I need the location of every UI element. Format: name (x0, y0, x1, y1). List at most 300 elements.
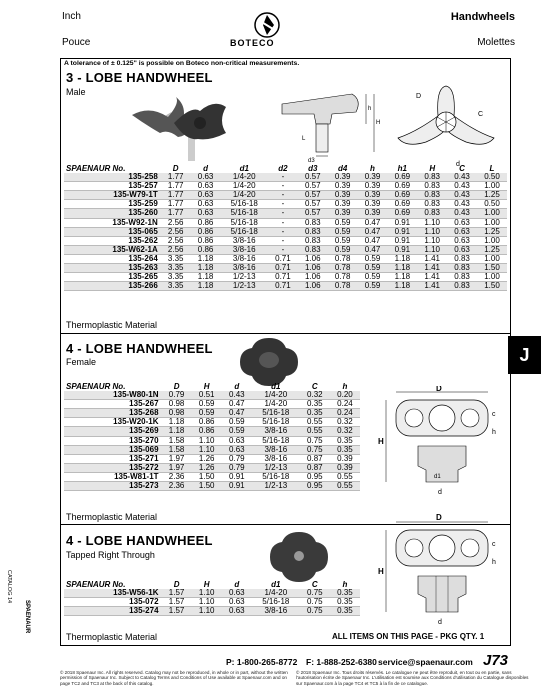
spec-cell: - (268, 227, 298, 236)
column-header: h (342, 382, 348, 391)
spec-cell: 0.39 (358, 173, 388, 182)
table-row (64, 482, 360, 491)
spec-cell: 0.78 (328, 254, 358, 263)
spec-cell: 2.56 (161, 227, 191, 236)
part-number-cell: 135-072 (64, 598, 162, 607)
spec-cell: 0.50 (477, 200, 507, 209)
spec-cell: 0.63 (447, 227, 477, 236)
column-header: d1 (239, 164, 249, 173)
spec-cell: 0.71 (268, 264, 298, 273)
svg-text:L: L (302, 136, 306, 142)
svg-text:H: H (376, 120, 381, 126)
svg-text:h: h (368, 106, 372, 112)
part-number-cell: 135-W56-1K (64, 589, 162, 598)
part-number-cell: 135-W20-1K (64, 418, 162, 427)
spec-cell: 1.77 (161, 209, 191, 218)
spaenaur-side-brand: SPAENAUR (24, 600, 30, 634)
svg-text:H: H (378, 567, 384, 576)
spec-cell: 0.47 (358, 218, 388, 227)
column-header: d1 (271, 580, 281, 589)
spec-cell: 1.18 (162, 418, 192, 427)
spec-cell: 1.00 (477, 218, 507, 227)
spec-cell: 0.69 (387, 209, 417, 218)
part-number-cell: 135-267 (64, 400, 162, 409)
male-spec-table (64, 165, 507, 291)
spec-cell: 3/8-16 (220, 254, 268, 263)
svg-text:d3: d3 (308, 158, 315, 164)
spec-cell: 0.83 (417, 209, 447, 218)
spec-cell: 0.59 (328, 236, 358, 245)
spec-cell: 0.32 (330, 427, 360, 436)
spec-cell: 0.39 (328, 173, 358, 182)
section-subtitle-tapped: Tapped Right Through (66, 550, 155, 560)
spec-cell: 1/4-20 (252, 400, 300, 409)
spec-cell: 1.18 (387, 254, 417, 263)
spec-cell: 1.18 (387, 273, 417, 282)
spec-cell: 1.10 (417, 227, 447, 236)
spec-cell: 0.55 (330, 472, 360, 481)
part-number-cell: 135-065 (64, 227, 161, 236)
spec-cell: 0.55 (300, 427, 330, 436)
spec-cell: 3.35 (161, 273, 191, 282)
spec-cell: 0.57 (298, 200, 328, 209)
spec-cell: 1.10 (417, 236, 447, 245)
spec-cell: 1.10 (417, 218, 447, 227)
spec-cell: 0.63 (191, 209, 221, 218)
spec-cell: 0.43 (447, 209, 477, 218)
spec-cell: 0.39 (358, 191, 388, 200)
spec-cell: 5/16-18 (252, 436, 300, 445)
spec-cell: 0.59 (328, 245, 358, 254)
spec-cell: 3/8-16 (252, 454, 300, 463)
spec-cell: 1.97 (162, 454, 192, 463)
spec-cell: 0.63 (191, 173, 221, 182)
spec-cell: 5/16-18 (252, 409, 300, 418)
catalog-label: CATALOG 14 (6, 570, 12, 604)
svg-text:d: d (438, 489, 442, 496)
spec-cell: 3.35 (161, 264, 191, 273)
part-number-cell: 135-264 (64, 254, 161, 263)
column-header: C (311, 382, 318, 391)
spec-cell: - (268, 245, 298, 254)
part-number-cell: 135-272 (64, 463, 162, 472)
spec-cell: 0.35 (300, 400, 330, 409)
part-number-cell: 135-263 (64, 264, 161, 273)
male-handwheel-side-drawing (272, 84, 382, 171)
spec-cell: 0.39 (328, 191, 358, 200)
part-number-cell: 135-W62-1A (64, 245, 161, 254)
spec-cell: 1/4-20 (220, 173, 268, 182)
svg-text:C: C (478, 111, 484, 118)
spec-cell: 0.59 (358, 273, 388, 282)
section-title-4-lobe-female: 4 - LOBE HANDWHEEL (66, 341, 213, 356)
column-header: d2 (278, 164, 288, 173)
spec-cell: 1.10 (192, 598, 222, 607)
spec-cell: 5/16-18 (220, 200, 268, 209)
spec-cell: 1.18 (191, 282, 221, 291)
material-note: Thermoplastic Material (66, 632, 158, 642)
spec-cell: 1.00 (477, 209, 507, 218)
spec-cell: 0.69 (387, 182, 417, 191)
spec-cell: 3/8-16 (220, 264, 268, 273)
spec-cell: 2.56 (161, 236, 191, 245)
spec-cell: 0.43 (447, 191, 477, 200)
spec-cell: 1.25 (477, 245, 507, 254)
spec-cell: 0.91 (387, 218, 417, 227)
spec-cell: 1.77 (161, 173, 191, 182)
spec-cell: 0.32 (330, 418, 360, 427)
section-tab-j[interactable]: J (508, 336, 541, 374)
column-header: h (370, 164, 375, 173)
spec-cell: 0.51 (192, 391, 222, 400)
svg-text:d: d (456, 161, 460, 168)
column-header: d1 (271, 382, 281, 391)
spec-cell: 3/8-16 (252, 427, 300, 436)
column-header: d (203, 164, 208, 173)
spec-cell: 0.20 (330, 391, 360, 400)
spec-cell: 0.83 (417, 200, 447, 209)
spec-cell: 0.83 (298, 245, 328, 254)
section-subtitle-female: Female (66, 357, 97, 367)
tapped-spec-table (64, 581, 360, 616)
spec-cell: 0.47 (358, 245, 388, 254)
spec-cell: 0.79 (162, 391, 192, 400)
spec-cell: 5/16-18 (220, 209, 268, 218)
spec-cell: 0.91 (222, 482, 252, 491)
spec-cell: 1.57 (162, 607, 192, 616)
spec-cell: 0.83 (298, 236, 328, 245)
boteco-wordmark: BOTECO (230, 38, 275, 48)
table-row (64, 227, 507, 236)
spec-cell: 5/16-18 (252, 418, 300, 427)
column-header: D (172, 164, 179, 173)
spec-cell: 0.47 (358, 236, 388, 245)
spec-cell: 0.35 (300, 409, 330, 418)
spec-cell: 1.18 (191, 254, 221, 263)
spec-cell: 0.63 (447, 218, 477, 227)
spec-cell: 0.83 (447, 264, 477, 273)
spec-cell: 2.36 (162, 482, 192, 491)
spec-cell: 0.63 (222, 607, 252, 616)
table-row (64, 436, 360, 445)
spec-cell: 0.39 (358, 182, 388, 191)
part-number-cell: 135-266 (64, 282, 161, 291)
spec-cell: 1.00 (477, 254, 507, 263)
section-subtitle-male: Male (66, 87, 86, 97)
spec-cell: 2.36 (162, 472, 192, 481)
section-title-3-lobe: 3 - LOBE HANDWHEEL (66, 70, 213, 85)
spec-cell: 0.39 (330, 463, 360, 472)
spec-cell: 0.59 (328, 227, 358, 236)
spec-cell: 1.50 (477, 264, 507, 273)
spec-cell: 0.86 (192, 427, 222, 436)
part-number-cell: 135-273 (64, 482, 162, 491)
part-number-cell: 135-259 (64, 200, 161, 209)
spec-cell: 0.83 (298, 227, 328, 236)
table-row (64, 445, 360, 454)
spec-cell: 0.91 (222, 472, 252, 481)
spec-cell: - (268, 182, 298, 191)
spec-cell: 1.41 (417, 282, 447, 291)
svg-text:D: D (436, 386, 442, 393)
spec-cell: 1.25 (477, 191, 507, 200)
column-header: H (203, 580, 210, 589)
unit-label: Inch (62, 11, 81, 22)
spec-cell: 1.18 (162, 427, 192, 436)
spec-cell: 1.06 (298, 264, 328, 273)
spec-cell: 2.56 (161, 218, 191, 227)
spec-cell: 1.10 (192, 445, 222, 454)
spec-cell: 1.10 (192, 589, 222, 598)
spec-cell: 1.57 (162, 598, 192, 607)
page-title-fr: Molettes (477, 37, 515, 48)
spec-cell: 1.18 (191, 264, 221, 273)
part-number-cell: 135-258 (64, 173, 161, 182)
column-header: L (489, 164, 495, 173)
spec-cell: 1.10 (192, 607, 222, 616)
spec-cell: 0.91 (387, 245, 417, 254)
spec-cell: 0.91 (387, 236, 417, 245)
svg-text:D: D (416, 93, 422, 100)
female-spec-table (64, 383, 360, 491)
spec-cell: 0.95 (300, 472, 330, 481)
spec-cell: 1/2-13 (252, 463, 300, 472)
spec-cell: 0.79 (222, 454, 252, 463)
spec-cell: 1.10 (417, 245, 447, 254)
spec-cell: 3.35 (161, 282, 191, 291)
spec-cell: 0.47 (222, 400, 252, 409)
part-number-cell: 135-271 (64, 454, 162, 463)
svg-text:H: H (378, 437, 384, 446)
male-handwheel-top-drawing (386, 76, 506, 177)
svg-text:h: h (492, 429, 496, 436)
part-number-cell: 135-069 (64, 445, 162, 454)
svg-text:c: c (492, 541, 496, 548)
spec-cell: 0.63 (222, 436, 252, 445)
tapped-handwheel-drawing (376, 514, 506, 631)
spec-cell: 0.75 (300, 607, 330, 616)
spec-cell: 0.39 (328, 182, 358, 191)
material-note: Thermoplastic Material (66, 512, 158, 522)
spec-cell: - (268, 200, 298, 209)
legal-text-en: © 2018 Spaenaur Inc. All rights reserved. Catalog may not be reproduced, in whole or in part, without the written permission of Spaenaur Inc. Subject to Catalog Terms and Conditions of Use available at Spaenaur.com and on page TC2 and TC3 at the back of this catalog. (60, 670, 288, 686)
spec-cell: 1.25 (477, 227, 507, 236)
column-header: d3 (308, 164, 318, 173)
svg-text:d1: d1 (434, 474, 441, 480)
spec-cell: 0.86 (192, 418, 222, 427)
svg-text:D: D (436, 514, 442, 522)
spec-cell: 0.63 (191, 200, 221, 209)
part-number-cell: 135-265 (64, 273, 161, 282)
unit-label-fr: Pouce (62, 37, 91, 48)
spec-cell: - (268, 191, 298, 200)
part-number-cell: 135-W80-1N (64, 391, 162, 400)
spec-cell: 0.43 (447, 182, 477, 191)
column-header: H (203, 382, 210, 391)
spec-cell: 1.41 (417, 264, 447, 273)
spec-cell: 0.57 (298, 191, 328, 200)
part-number-cell: 135-W81-1T (64, 472, 162, 481)
spec-cell: 5/16-18 (220, 218, 268, 227)
part-number-cell: 135-270 (64, 436, 162, 445)
section-title-4-lobe-tapped: 4 - LOBE HANDWHEEL (66, 533, 213, 548)
spec-cell: 0.71 (268, 282, 298, 291)
spec-cell: 0.79 (222, 463, 252, 472)
spec-cell: 1/4-20 (220, 182, 268, 191)
phone-number[interactable]: P: 1-800-265-8772 (226, 657, 298, 667)
column-header: D (173, 580, 180, 589)
spec-cell: 0.83 (447, 273, 477, 282)
spec-cell: 0.57 (298, 182, 328, 191)
spec-cell: 1.41 (417, 254, 447, 263)
spec-cell: 1.06 (298, 254, 328, 263)
spec-cell: 0.47 (222, 409, 252, 418)
spec-cell: 1/2-13 (220, 273, 268, 282)
spec-cell: 0.63 (447, 236, 477, 245)
column-header: SPAENAUR No. (66, 164, 126, 173)
spec-cell: 0.71 (268, 254, 298, 263)
spec-cell: 0.43 (447, 173, 477, 182)
part-number-cell: 135-262 (64, 236, 161, 245)
spec-cell: 0.83 (417, 191, 447, 200)
spec-cell: 0.35 (330, 445, 360, 454)
spec-cell: 0.39 (328, 209, 358, 218)
spec-cell: 2.56 (161, 245, 191, 254)
spec-cell: - (268, 218, 298, 227)
spec-cell: 0.43 (222, 391, 252, 400)
spec-cell: 0.63 (447, 245, 477, 254)
column-header: SPAENAUR No. (66, 382, 126, 391)
spec-cell: 0.69 (387, 191, 417, 200)
spec-cell: 0.75 (300, 445, 330, 454)
spec-cell: 5/16-18 (220, 227, 268, 236)
spec-cell: 0.91 (387, 227, 417, 236)
spec-cell: 0.69 (387, 173, 417, 182)
spec-cell: - (268, 209, 298, 218)
spec-cell: 1.97 (162, 463, 192, 472)
spec-cell: 1.00 (477, 182, 507, 191)
spec-cell: 3/8-16 (252, 445, 300, 454)
spec-cell: 1.50 (192, 482, 222, 491)
spec-cell: 1.77 (161, 200, 191, 209)
spec-cell: 1.18 (387, 282, 417, 291)
table-row (64, 218, 507, 227)
table-row (64, 427, 360, 436)
spec-cell: 0.83 (447, 282, 477, 291)
spec-cell: 5/16-18 (252, 472, 300, 481)
spec-cell: 0.59 (358, 254, 388, 263)
spec-cell: 0.75 (300, 589, 330, 598)
spec-cell: 0.63 (222, 598, 252, 607)
column-header: d4 (337, 164, 348, 173)
spec-cell: 5/16-18 (252, 598, 300, 607)
spec-cell: 0.59 (328, 218, 358, 227)
spec-cell: 0.39 (358, 209, 388, 218)
male-spec-rows (64, 173, 507, 291)
male-handwheel-photo (130, 95, 270, 170)
spec-cell: 1/4-20 (252, 391, 300, 400)
spec-cell: 0.86 (191, 236, 221, 245)
female-spec-rows (64, 391, 360, 491)
tolerance-note: A tolerance of ± 0.125" is possible on Boteco non-critical measurements. (64, 60, 300, 67)
spec-cell: 0.50 (477, 173, 507, 182)
svg-text:h: h (492, 559, 496, 566)
spec-cell: 1.26 (192, 463, 222, 472)
spec-cell: 0.71 (268, 273, 298, 282)
spec-cell: 1.57 (162, 589, 192, 598)
spec-cell: 0.59 (192, 400, 222, 409)
spec-cell: 0.87 (300, 463, 330, 472)
column-header: h (342, 580, 348, 589)
column-header: h1 (397, 164, 408, 173)
section-divider (60, 333, 511, 334)
column-header: C (459, 164, 465, 173)
spec-cell: 0.47 (358, 227, 388, 236)
spec-cell: 0.78 (328, 264, 358, 273)
spec-cell: 1.50 (192, 472, 222, 481)
spec-cell: 1.18 (191, 273, 221, 282)
spec-cell: 0.55 (330, 482, 360, 491)
spec-cell: 1.58 (162, 445, 192, 454)
spec-cell: 0.35 (330, 607, 360, 616)
page-number: J73 (483, 652, 509, 669)
part-number-cell: 135-269 (64, 427, 162, 436)
fax-number: F: 1-888-252-6380 (306, 657, 377, 667)
spec-cell: 1/2-13 (252, 482, 300, 491)
column-header: H (429, 164, 436, 173)
spec-cell: 0.39 (330, 454, 360, 463)
spec-cell: 0.63 (191, 191, 221, 200)
spec-cell: 0.59 (222, 418, 252, 427)
email-link[interactable]: service@spaenaur.com (378, 657, 473, 667)
tapped-spec-rows (64, 589, 360, 616)
svg-text:c: c (492, 411, 496, 418)
spec-cell: 0.59 (222, 427, 252, 436)
column-header: d (234, 382, 240, 391)
spec-cell: 0.86 (191, 245, 221, 254)
spec-cell: 0.59 (358, 264, 388, 273)
spec-cell: 0.39 (328, 200, 358, 209)
material-note: Thermoplastic Material (66, 320, 158, 330)
spec-cell: 1.00 (477, 236, 507, 245)
spec-cell: 0.95 (300, 482, 330, 491)
spec-cell: 0.83 (417, 182, 447, 191)
spec-cell: 0.63 (191, 182, 221, 191)
legal-text-fr: © 2018 Spaenaur Inc. Tous droits réservés. Le catalogue ne peut être reproduit, en tout ou en partie, sans l'autorisation écrite de Spaenaur Inc. L'utilisation est soumise aux Conditions d'utilisation du Catalogue disponibles sur Spaenaur.com à la page TC4 et TC5 à la fin de ce catalogue. (296, 670, 529, 686)
table-row (64, 282, 507, 291)
spec-cell: 0.69 (387, 200, 417, 209)
spec-cell: 1.10 (192, 436, 222, 445)
spec-cell: 1.50 (477, 282, 507, 291)
spec-cell: 0.78 (328, 282, 358, 291)
spec-cell: 3/8-16 (252, 607, 300, 616)
spec-cell: 3/8-16 (220, 236, 268, 245)
spec-cell: 1.58 (162, 436, 192, 445)
spec-cell: 0.86 (191, 218, 221, 227)
column-header: C (311, 580, 318, 589)
spec-cell: 1/4-20 (220, 191, 268, 200)
spec-cell: - (268, 173, 298, 182)
spec-cell: 0.83 (447, 254, 477, 263)
spec-cell: 0.63 (222, 589, 252, 598)
spec-cell: 0.57 (298, 173, 328, 182)
spec-cell: 1.41 (417, 273, 447, 282)
spec-cell: 0.83 (417, 173, 447, 182)
spec-cell: 0.55 (300, 418, 330, 427)
spec-cell: 0.35 (330, 598, 360, 607)
spec-cell: 3/8-16 (220, 245, 268, 254)
spec-cell: 1.77 (161, 182, 191, 191)
